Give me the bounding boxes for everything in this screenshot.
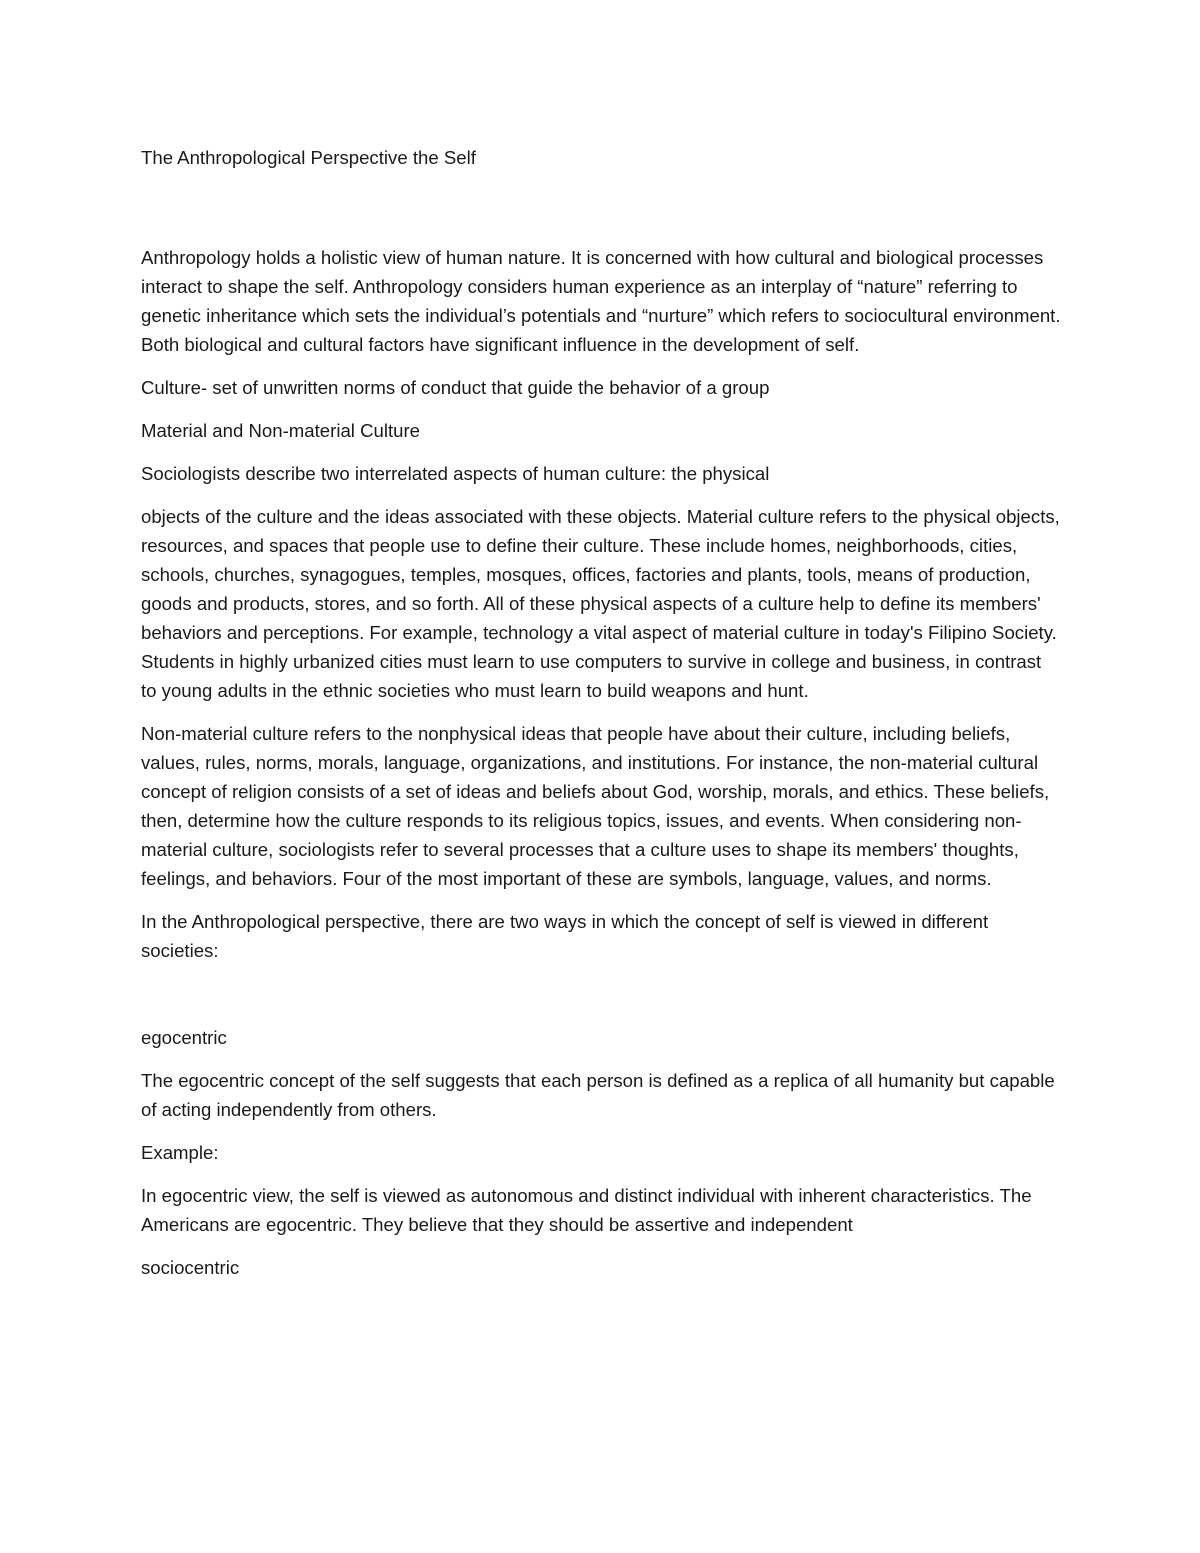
paragraph-sociologists-intro: Sociologists describe two interrelated aspects of human culture: the physical [141, 463, 770, 484]
heading-egocentric: egocentric [141, 1027, 227, 1048]
paragraph-culture-definition: Culture- set of unwritten norms of conduct that guide the behavior of a group [141, 377, 770, 398]
paragraph-egocentric-definition: The egocentric concept of the self suggests that each person is defined as a replica of all humanity but capable of acting independently from others. [141, 1070, 1055, 1120]
paragraph-example-label: Example: [141, 1142, 219, 1163]
heading-sociocentric: sociocentric [141, 1257, 240, 1278]
paragraph-material-heading: Material and Non-material Culture [141, 420, 421, 441]
paragraph-egocentric-example: In egocentric view, the self is viewed as autonomous and distinct individual with inherent characteristics. The Americans are egocentric. They believe that they should be assertive and independent [141, 1185, 1032, 1235]
document-body [141, 143, 1061, 1296]
paragraph-material-culture: objects of the culture and the ideas associated with these objects. Material culture refers to the physical objects, resources, and spaces that people use to define their culture. These include homes, neighborhoods, cities, schools, churches, synagogues, temples, mosques, offices, factories and plants, tools, means of production, goods and products, stores, and so forth. All of these physical aspects of a culture help to define its members' behaviors and perceptions. For example, technology a vital aspect of material culture in today's Filipino Society. Students in highly urbanized cities must learn to use computers to survive in college and business, in contrast to young adults in the ethnic societies who must learn to build weapons and hunt. [141, 506, 1060, 701]
paragraph-anthropology-intro: Anthropology holds a holistic view of human nature. It is concerned with how cultural and biological processes interact to shape the self. Anthropology considers human experience as an interplay of “nature” referring to genetic inheritance which sets the individual’s potentials and “nurture” which refers to sociocultural environment. Both biological and cultural factors have significant influence in the development of self. [141, 247, 1061, 355]
paragraph-non-material-culture: Non-material culture refers to the nonphysical ideas that people have about their culture, including beliefs, values, rules, norms, morals, language, organizations, and institutions. For instance, the non-material cultural concept of religion consists of a set of ideas and beliefs about God, worship, morals, and ethics. These beliefs, then, determine how the culture responds to its religious topics, issues, and events. When considering non-material culture, sociologists refer to several processes that a culture uses to shape its members' thoughts, feelings, and behaviors. Four of the most important of these are symbols, language, values, and norms. [141, 723, 1050, 889]
document-title: The Anthropological Perspective the Self [141, 147, 476, 168]
paragraph-two-ways: In the Anthropological perspective, there are two ways in which the concept of self is viewed in different societies: [141, 911, 989, 961]
